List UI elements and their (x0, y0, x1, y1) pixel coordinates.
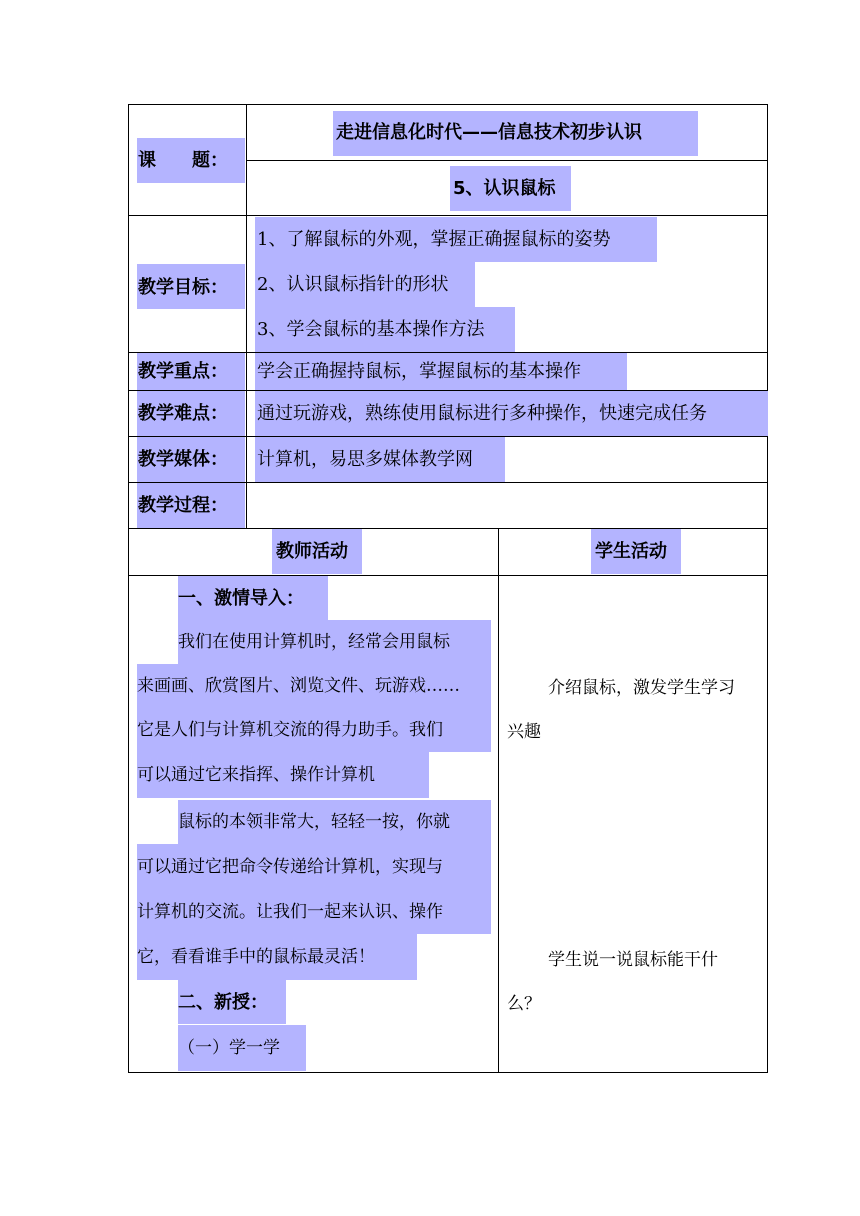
difficulty-text: 通过玩游戏，熟练使用鼠标进行多种操作，快速完成任务 (257, 403, 707, 424)
row-divider (246, 160, 768, 161)
col-divider (498, 528, 499, 1073)
teacher-paragraph-line: 来画画、欣赏图片、浏览文件、玩游戏…… (137, 676, 460, 696)
teacher-paragraph-line: 计算机的交流。让我们一起来认识、操作 (137, 902, 443, 922)
col-divider (246, 104, 247, 528)
student-note-line: 学生说一说鼠标能干什 (548, 950, 718, 970)
section-heading: 二、新授： (178, 992, 268, 1013)
difficulty-label: 教学难点： (138, 403, 228, 424)
process-label: 教学过程： (138, 495, 228, 516)
goal-item: 2、认识鼠标指针的形状 (257, 274, 449, 295)
lesson-name: 5、认识鼠标 (453, 178, 556, 199)
lesson-title: 走进信息化时代——信息技术初步认识 (336, 122, 642, 143)
key-point-text: 学会正确握持鼠标，掌握鼠标的基本操作 (257, 361, 581, 382)
teacher-paragraph-line: 可以通过它把命令传递给计算机，实现与 (137, 857, 443, 877)
teacher-paragraph-line: 它是人们与计算机交流的得力助手。我们 (137, 720, 443, 740)
media-text: 计算机，易思多媒体教学网 (257, 449, 473, 470)
subsection-heading: （一）学一学 (178, 1038, 280, 1058)
teacher-column-header: 教师活动 (276, 541, 348, 562)
goals-label: 教学目标： (138, 277, 228, 298)
goal-item: 1、了解鼠标的外观，掌握正确握鼠标的姿势 (257, 229, 611, 250)
teacher-paragraph-line: 鼠标的本领非常大，轻轻一按，你就 (178, 812, 450, 832)
key-point-label: 教学重点： (138, 361, 228, 382)
student-column-header: 学生活动 (595, 541, 667, 562)
teacher-paragraph-line: 我们在使用计算机时，经常会用鼠标 (178, 632, 450, 652)
teacher-paragraph-line: 它，看看谁手中的鼠标最灵活！ (137, 947, 375, 967)
teacher-paragraph-line: 可以通过它来指挥、操作计算机 (137, 765, 375, 785)
media-label: 教学媒体： (138, 449, 228, 470)
section-heading: 一、激情导入： (178, 588, 304, 609)
row-divider (128, 215, 768, 216)
goal-item: 3、学会鼠标的基本操作方法 (257, 319, 485, 340)
student-note-line: 兴趣 (507, 722, 541, 742)
student-note-line: 么？ (507, 994, 541, 1014)
student-note-line: 介绍鼠标，激发学生学习 (548, 678, 735, 698)
subject-label: 课 题： (138, 150, 228, 171)
